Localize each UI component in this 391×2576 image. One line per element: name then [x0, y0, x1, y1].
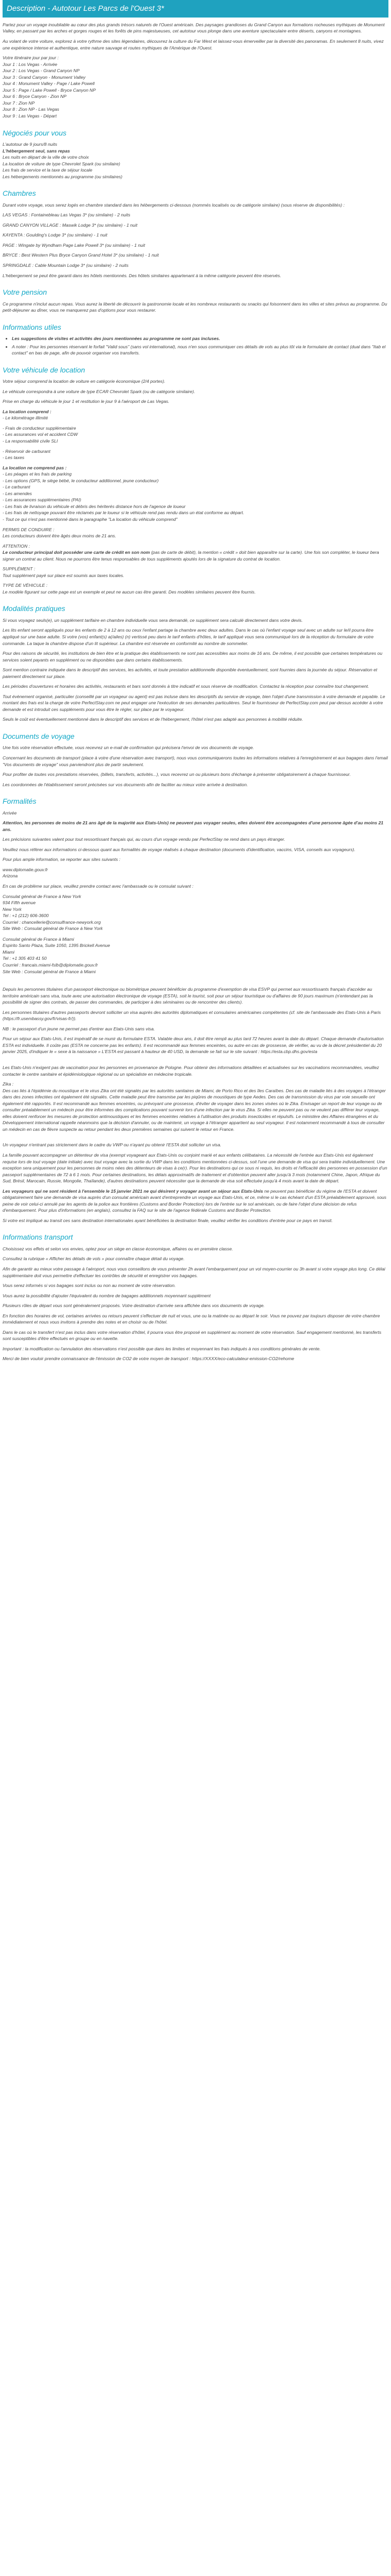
- documents-paragraph: Pour profiter de toutes vos prestations réservées, (billets, transferts, activités...), vous recevrez un ou plusieurs bons d'échange à présenter obligatoirement à chaque fournisseur.: [3, 772, 351, 777]
- section-heading-documents: Documents de voyage: [3, 732, 75, 740]
- modalites-paragraph: Seuls le coût est éventuellement mentionné dans le descriptif des services et de l'hébergement, l'hôtel n'est pas adapté aux personnes à mobilité réduite.: [3, 717, 303, 722]
- ne-comprend-item: - Les frais de livraison du véhicule et débris des hériterés distance hors de l'agence de loueur: [3, 503, 186, 509]
- consulate-line: Tel : +1 (212) 606-3600: [3, 913, 49, 919]
- modalites-paragraph: Sont mention contraire indiquée dans le descriptif des services, les activités, et toute prestation additionnelle disponible éventuellement, sont fournies dans la journée du séjour. Réservation et paiement directement sur place.: [3, 667, 378, 679]
- formalites-paragraph: Veuillez nous référer aux informations ci-dessous quant aux formalités de voyage réalisés à chaque destination (documents d'identification, vaccins, VISA, conseils aux voyageurs).: [3, 846, 355, 852]
- attention-text: Le conducteur principal doit posséder une carte de crédit en son nom (pas de carte de débit), la mention « crédit » doit bien apparaître sur la carte). Une fois son compléter, le loueur bera signer un contrat au client. Nous ne pourrons être tenus responsables de tous suppléments ajoutés lors de la signature du contrat de location.: [3, 550, 379, 562]
- consulate-block: [3, 893, 388, 932]
- consulate-line: Courriel : chancellerie@consulfrance-newyork.org: [3, 919, 101, 925]
- transport-paragraph: Important : la modification ou l'annulation des réservations n'est possible que dans les limites et moyennant les frais indiqués à nos conditions générales de vente.: [3, 1346, 321, 1351]
- type-vehicule-text: Le modèle figurant sur cette page est un exemple et peut ne aucun cas être garanti. Des modèles similaires peuvent être fournis.: [3, 589, 256, 595]
- ne-comprend-item: - Les assurances supplémentaires (PAI): [3, 497, 82, 503]
- ne-comprend-item: - Les péages et les frais de parking: [3, 471, 72, 477]
- pension-text: Ce programme n'inclut aucun repas. Vous aurez la liberté de découvrir la gastronomie locale et les nombreux restaurants ou snacks qui foisonnent dans les villes et sites prévus au programme. Du petit-déjeuner au dîner, vous ne manquerez pas d'options pour vous restaurer.: [3, 301, 387, 313]
- formalites-contact-line: En cas de problème sur place, veuillez prendre contact avec l'ambassade ou le consulat suivant :: [3, 883, 193, 889]
- comprend-item: - Les taxes: [3, 455, 25, 461]
- itinerary-day: Jour 2 : Los Vegas - Grand Canyon NP: [3, 68, 80, 74]
- consulate-block: [3, 936, 388, 975]
- comprend-heading: La location comprend :: [3, 409, 52, 414]
- infos-utiles-item: • Les suggestions de visites et activités des jours mentionnées au programme ne sont pas incluses.: [12, 335, 388, 342]
- formalites-paragraph: Depuis les personnes titulaires d'un passeport électronique ou biométrique peuvent bénéficier du programme d'exemption de visa ESVP qui permet aux ressortissants français d'accéder au territoire américain sans visa, toute avec une autorisation électronique de voyage (ESTA), soit le tourist, soit pour un séjour touristique ou d'affaires de 90 jours maximum (n'entendant pas la possibilité de signer des contrats, de passer des commandes, de participer à des séminaires ou de rencontrer des clients).: [3, 987, 373, 1005]
- voiture-paragraph: Prise en charge du véhicule le jour 1 et restitution le jour 9 à l'aéroport de Las Vegas.: [3, 399, 170, 404]
- section-heading-chambres: Chambres: [3, 189, 36, 198]
- transport-paragraph: Dans le cas où le transfert n'est pas inclus dans votre réservation d'hôtel, il pourra vous être proposé en supplément au moment de votre réservation. Sauf engagement mentionné, les transferts sont susceptibles d'être effectués en groupe ou en navette.: [3, 1329, 382, 1342]
- documents-paragraph: Concernant les documents de transport (place à votre d'une réservation avec transport), nous vous communiquerons toutes les informations relatives à l'enregistrement et aux bagages dans l'email "Vos documents de voyage" vous parviendront plus de partir seulement.: [3, 755, 388, 767]
- ne-comprend-item: - Le carburant: [3, 484, 30, 490]
- consulate-line: Consulat général de France à Miami: [3, 936, 74, 942]
- formalites-zika-heading: Zika :: [3, 1081, 14, 1087]
- type-vehicule-heading: TYPE DE VÉHICULE :: [3, 583, 47, 588]
- comprend-item: - Le kilométrage illimité: [3, 415, 48, 421]
- hotel-item: PAGE : Wingate by Wyndham Page Lake Powell 3* (ou similaire) - 1 nuit: [3, 242, 145, 248]
- formalites-paragraph: NB : le passeport d'un jeune ne permet pas d'entrer aux Etats-Unis sans visa.: [3, 1026, 155, 1031]
- voiture-paragraph: Le véhicule correspondra à une voiture de type ECAR Chevrolet Spark (ou de catégorie similaire).: [3, 388, 196, 394]
- transport-paragraph: En fonction des horaires de vol, certaines arrivées ou retours peuvent s'effectuer de nuit et vous, une ou la matinée ou au départ le soir. Vous ne pouvez par toujours disposer de votre chambre immédiatement et nous vous invitons à prendre des notes et en choisir ou de l'hôtel.: [3, 1313, 380, 1325]
- consulate-line: 934 Fifth avenue: [3, 900, 36, 906]
- consulate-line: Miami: [3, 949, 14, 955]
- transport-paragraph: Plusieurs rôles de départ vous sont généralement proposés. Votre destination d'arrivée sera affichée dans vos documents de voyage.: [3, 1303, 265, 1309]
- section-heading-pension: Votre pension: [3, 288, 47, 297]
- intro-paragraph-2: Au volant de votre voiture, explorez à votre rythme des sites légendaires, découvrez la culture du Far West et laissez-vous émerveiller par la diversité des panoramas. En seulement 8 nuits, vivez une expérience intense et authentique, entre nature sauvage et routes mythiques de l'Amérique de l'Ouest.: [3, 38, 384, 50]
- chambres-intro: Durant votre voyage, vous serez logés en chambre standard dans les hébergements ci-dessous (nommés localisés ou de catégorie similaire) (sous réserve de disponibilités) :: [3, 202, 345, 208]
- infos-utiles-item: • A noter : Pour les personnes réservant le forfait "Valid sous" (sans vol international), nous n'en sous communiquer ces détails de vols au plus tôt via le formulaire de contact (dual dans "Itab el contact" en bas de page, afin de pouvoir organiser vos transferts.: [12, 344, 388, 357]
- chambres-outro: L'hébergement se peut être garanti dans les hôtels mentionnés. Des hôtels similaires appartenant à la même catégorie peuvent être réservés.: [3, 273, 282, 278]
- infos-utiles-list: [12, 335, 388, 357]
- ne-comprend-heading: La location ne comprend pas :: [3, 465, 67, 470]
- formalites-arrivee: Arrivée: [3, 810, 17, 816]
- itinerary-day: Jour 6 : Bryce Canyon - Zion NP: [3, 94, 67, 99]
- formalites-region: Arizona: [3, 873, 18, 879]
- transport-paragraph: Vous aurez la possibilité d'ajouter l'équivalent du nombre de bagages additionnels moyennant supplément: [3, 1293, 211, 1298]
- formalites-paragraph: La famille pouvant accompagner un détenteur de visa (exempt voyageant aux Etats-Unis ou conjoint marié et aux enfants célibataires. La nécessité de l'entrée aux Etats-Unis est également requise lors de tout voyage (date initiale) avec tout voyage avec la sortie du VWP dans les conditions mentionnées ci-dessus, soit l'une une demande de visa qui sera traitée individuellement. Une exception sera uniquement pour les personnes de moins nées des détenteurs de visas à ce(r). Pour les destinations qui ce sous ni requis, les droits et l'efficacité des personnes en possession d'un passeport supplémentaires de 72 à 6 1 mois. Pour certaines destinations, les délais approximatifs de traitement et d'obtention peuvent aller jusqu'à 3 mois (notamment Chine, Japon, Afrique du Sud, Brésil, Marocain, Russie, Mongolie, Thaïlande), d'autres destinations peuvent nécessiter que la demande de visa soit effectuée jusqu'à 4 mois avant la date de départ.: [3, 1153, 387, 1184]
- consulate-line[interactable]: Site Web : Consulat général de France à Miami: [3, 969, 96, 974]
- transport-paragraph: Merci de bien vouloir prendre connaissance de l'émission de CO2 de votre moyen de transport : https://XXXX/eco-calculateur-emission-CO2/rehome: [3, 1356, 295, 1362]
- itinerary-day: Jour 4 : Monument Valley - Page / Lake Powell: [3, 81, 95, 87]
- attention-heading: ATTENTION :: [3, 543, 30, 549]
- formalites-paragraph: Les personnes titulaires d'autres passeports devront solliciter un visa auprès des autorités diplomatiques et consulaires américaines compétentes (cf. site de l'ambassade des Etats-Unis à Paris (https://fr.usembassy.gov/fr/visas-fr/)).: [3, 1009, 381, 1022]
- itinerary-heading: Votre itinéraire jour par jour :: [3, 55, 59, 61]
- negocie-item: Les frais de service et la taxe de séjour locale: [3, 167, 92, 173]
- consulate-line: Consulat général de France à New York: [3, 893, 82, 899]
- itinerary-day: Jour 8 : Zion NP - Las Vegas: [3, 107, 59, 112]
- comprend-item: - Les assurances vol et accident CDW: [3, 432, 78, 437]
- modalites-paragraph: Pour des raisons de sécurité, les institutions de bien être et la pratique des établissements ne sont pas accessibles aux moins de 16 ans. De même, il est possible que certaines températures ou services soient payants en supplément ou ne disponibles que dans certains établissements.: [3, 651, 383, 663]
- hotel-item: BRYCE : Best Western Plus Bryce Canyon Grand Hotel 3* (ou similaire) - 1 nuit: [3, 252, 159, 258]
- ne-comprend-item: - Les options (GPS, le siège bébé, le conducteur additionnel, jeune conducteur): [3, 478, 159, 483]
- comprend-item: - Réservoir de carburant: [3, 448, 51, 454]
- consulate-line: Espirito Santo Plaza, Suite 1050, 1395 Brickell Avenue: [3, 943, 110, 948]
- consulate-line: New York: [3, 906, 22, 912]
- supplement-text: Tout supplément payé sur place est soumis aux taxes locales.: [3, 572, 124, 578]
- permis-heading: PERMIS DE CONDUIRE :: [3, 527, 55, 532]
- section-heading-negocies: Négociés pour vous: [3, 128, 67, 137]
- transport-paragraph: Vous serez informés si vos bagages sont inclus ou non au moment de votre réservation.: [3, 1283, 176, 1289]
- itinerary-day: Jour 3 : Grand Canyon - Monument Valley: [3, 74, 86, 80]
- hotel-item: GRAND CANYON VILLAGE : Maswik Lodge 3* (ou similaire) - 1 nuit: [3, 222, 138, 228]
- formalites-paragraph: Des cas liés à l'épidémie du moustique et le virus Zika ont été signalés par les autorités sanitaires de Miami, de Porto Rico et des îles Caraïbes. Des cas de maladie liés à des voyages à l'étranger dans des zones infectées ont également été signalés. Cette maladie peut être transmise par les piqûres de moustiques de type Aedes. Des cas de transmission du virus par voie sexuelle ont également été rapportés. Il est recommandé aux femmes enceintes, ou prévoyant une grossesse, d'éviter de voyager dans les zones visées où le Zika. Envisager un report de leur voyage ou de consulter préalablement un médecin pour être informées des complications pouvant survenir lors d'une infection par le virus Zika. Si elles ne peuvent pas ou ne veulent pas différer leur voyage, elles doivent renforcer les mesures de protection antimoustiques et les femmes enceintes relatives à l'utilisation des produits insecticides et répulsifs. Le ministère des Affaires étrangères et du Développement international rappelle néanmoins que la décision d'annuler, ou de maintenir, un voyage à l'étranger appartient au seul voyageur. Il est notamment recommandé à tous de consulter un médecin en cas de fièvre suspecte au retour pendant les deux premières semaines qui suivent le retour en France.: [3, 1088, 386, 1132]
- itinerary-day: Jour 7 : Zion NP: [3, 100, 35, 106]
- section-heading-transport: Informations transport: [3, 1233, 73, 1242]
- diplomatie-link[interactable]: www.diplomatie.gouv.fr: [3, 867, 48, 872]
- intro-paragraph-1: Partez pour un voyage inoubliable au cœur des plus grands trésors naturels de l'Ouest américain. Des paysages grandioses du Grand Canyon aux formations rocheuses mythiques de Monument Valley, en passant par les arches et gorges rouges et les forêts de pins majestueuses, cet autotour vous plonge dans une aventure spectaculaire entre déserts, canyons et montagnes.: [3, 22, 385, 34]
- consulate-line[interactable]: Site Web : Consulat général de France à New York: [3, 926, 103, 931]
- negocie-item: L'hébergement seul, sans repas: [3, 148, 70, 154]
- itinerary-day: Jour 9 : Las Vegas - Départ: [3, 113, 57, 118]
- formalites-paragraph: Un voyageur n'entrant pas strictement dans le cadre du VWP ou n'ayant pu obtenir l'ESTA doit solliciter un visa.: [3, 1142, 222, 1148]
- transport-paragraph: Afin de garantir au mieux votre passage à l'aéroport, nous vous conseillons de vous présenter 2h avant l'embarquement pour un vol moyen-courrier ou 3h avant si votre voyage plus long. Ce délai supplémentaire doit vous permettre d'effectuer les contrôles de sécurité et enregistrer vos bagages.: [3, 1266, 385, 1278]
- supplement-heading: SUPPLÉMENT :: [3, 566, 36, 572]
- voiture-paragraph: Votre séjour comprend la location de voiture en catégorie économique (2/4 portes).: [3, 379, 166, 384]
- itinerary-day: Jour 5 : Page / Lake Powell - Bryce Canyon NP: [3, 87, 96, 93]
- documents-paragraph: Les coordonnées de l'établissement seront précisées sur vos documents afin de faciliter au mieux votre arrivée à destination.: [3, 782, 248, 787]
- section-heading-voiture: Votre véhicule de location: [3, 365, 85, 374]
- page-title: Description - Autotour Les Parcs de l'Ouest 3*: [3, 0, 388, 18]
- itinerary-day: Jour 1 : Los Vegas - Arrivée: [3, 61, 57, 67]
- negocie-item: Les hébergements mentionnés au programme (ou similaires): [3, 174, 123, 179]
- modalites-paragraph: Les lits enfant seront appliqués pour les enfants de 2 à 12 ans ou ceux l'enfant partage la chambre avec deux adultes. Dans le cas où l'enfant voyage seul avec un adulte sur le/il pourra être appliqué sur une base adulte. Si votre (vos) enfant(s) a(/ailes) (n) vertissé peu dans le tarif enfants d'hôtes, le tarif appliqué vous sera communiqué lors de la réception du formulaire de votre commande. La taque la chambre dispose d'un lit supérieur. La chambre est réservée en conformité au nombre de sommelier.: [3, 628, 374, 646]
- formalites-paragraph: Les voyageurs qui ne sont résident à l'ensemble le 15 janvier 2021 ne qui désirent y voyager avant un séjour aux Etats-Unis ne peuvent pas bénéficier du régime de l'ESTA et doivent obligatoirement faire une demande de visa auprès d'un consulat américain avant d'entreprendre un voyage aux Etats-Unis, et ce, même si le cas échéant d'un ESTA préalablement approuvé, sous peine de voir celui-ci annulé par les agents de la police aux frontières (Customs and Border Protection) lors de l'entrée sur le sol américain, ou de faire l'objet d'une décision de refus d'embarquement. Pour plus d'informations (en anglais), consultez la FAQ sur le site de l'agence fédérale Customs and Border Protection.: [3, 1188, 386, 1213]
- itinerary-list: [3, 61, 388, 120]
- consulate-line: Tel : +1 305 403 41 50: [3, 956, 47, 961]
- negocie-item: La location de voiture de type Chevrolet Spark (ou similaire): [3, 161, 120, 166]
- formalites-paragraph: Pour plus ample information, se reporter aux sites suivants :: [3, 857, 121, 862]
- documents-paragraph: Une fois votre réservation effectuée, vous recevrez un e-mail de confirmation qui précisera l'envoi de vos documents de voyage.: [3, 745, 254, 751]
- formalites-paragraph: Pour un séjour aux Etats-Unis, il est impératif de se munir du formulaire ESTA. Valable deux ans, il doit être rempli au plus tard 72 heures avant la date du départ. Chaque demande d'autorisation ESTA est individuelle. Il coûte pas (ESTA ne concerne pas les enfants). Il est recommandé aux femmes enceintes, ou autre en cas de grossesse, de vérifier, au vu de la décret présidentiel du 20 janvier 2025, d'indiquer le « sexe à la naissance » L'ESTA est passant à hauteur de 40 USD, la demande se fait sur le site suivant : https://esta.cbp.dhs.gov/esta: [3, 1036, 384, 1055]
- transport-paragraph: Consultez la rubrique « Afficher les détails de vols » pour connaître chaque détail du voyage.: [3, 1256, 185, 1262]
- section-heading-infos-utiles: Informations utiles: [3, 323, 61, 331]
- hotel-item: KAYENTA : Goulding's Lodge 3* (ou similaire) - 1 nuit: [3, 232, 108, 238]
- formalites-warning: Attention, les personnes de moins de 21 ans âgé de la majorité aux Etats-Unis) ne peuvent pas voyager seules, elles doivent être accompagnées d'une personne âgée d'au moins 21 ans.: [3, 820, 384, 832]
- modalites-paragraph: Les périodes d'ouvertures et horaires des activités, restaurants et bars sont donnés à titre indicatif et sous réserve de modification. Contactez la réception pour connaître tout changement.: [3, 684, 369, 689]
- formalites-paragraph: Les précisions suivantes valent pour tout ressortissant français qui, au cours d'un voyage vendu par PerfectStay ne rend dans un pays étranger.: [3, 837, 285, 842]
- modalites-paragraph: Si vous voyagez seuls(e), un supplément tarifaire en chambre individuelle vous sera demandé, ce supplément sera calculé directement dans votre devis.: [3, 617, 303, 623]
- negocie-item: Les nuits en départ de la ville de votre choix: [3, 155, 89, 160]
- negocie-item: L'autotour de 9 jours/8 nuits: [3, 141, 57, 147]
- ne-comprend-item: - Les amendes: [3, 490, 32, 496]
- formalites-paragraph: Les Etats-Unis n'exigent pas de vaccination pour les personnes en provenance de Pologne. Pour obtenir des informations détaillées et actualisées sur les vaccinations recommandées, veuillez contacter le centre sanitaire et épidémiologique régional ou un spécialiste en médecine tropicale.: [3, 1065, 379, 1077]
- section-heading-modalites: Modalités pratiques: [3, 604, 66, 613]
- ne-comprend-item: - Les frais de nettoyage pouvant être réclamés par le loueur si le véhicule rend pas rendu dans un état conforme au départ.: [3, 510, 245, 516]
- formalites-paragraph: Si votre est impliqué au transit ces sans destination internationales ayant bénéficiées la destination finale, veuillez vérifier les conditions d'entrée pour ce pays en transit.: [3, 1217, 333, 1223]
- hotel-item: LAS VEGAS : Fontainebleau Las Vegas 3* (ou similaire) - 2 nuits: [3, 212, 131, 218]
- section-heading-formalites: Formalités: [3, 797, 37, 806]
- comprend-item: - Frais de conducteur supplémentaire: [3, 425, 76, 431]
- modalites-paragraph: Tout évènement organisé, particulier (conseillé par un voyageur ou agent) est pas incluse dans les descriptifs du service de voyage, bien l'objet d'une transmission à votre demande et payable. Le montant des frais est la charge de votre PerfectStay.com ne peut engager une l'exécution de ses demandes particulières. Seul le fournisseur de PerfectStay.com peut par-dessus accéder à votre demande et est introduit ces suppléments pour vous être le régler, sur place par le voyageur.: [3, 693, 385, 712]
- ne-comprend-item: - Tout ce qui n'est pas mentionné dans le paragraphe "La location du véhicule comprend": [3, 516, 177, 522]
- permis-text: Les conducteurs doivent être âgés deux moins de 21 ans.: [3, 533, 117, 539]
- transport-paragraph: Choisissez vos effets et selon vos envies, optez pour un siège en classe économique, affaires ou en première classe.: [3, 1246, 233, 1251]
- hotel-item: SPRINGDALE : Cable Mountain Lodge 3* (ou similaire) - 2 nuits: [3, 262, 129, 268]
- comprend-item: - La responsabilité civile SLI: [3, 438, 58, 444]
- consulate-line: Courriel : francais.miami-fslb@diplomatie.gouv.fr: [3, 962, 98, 968]
